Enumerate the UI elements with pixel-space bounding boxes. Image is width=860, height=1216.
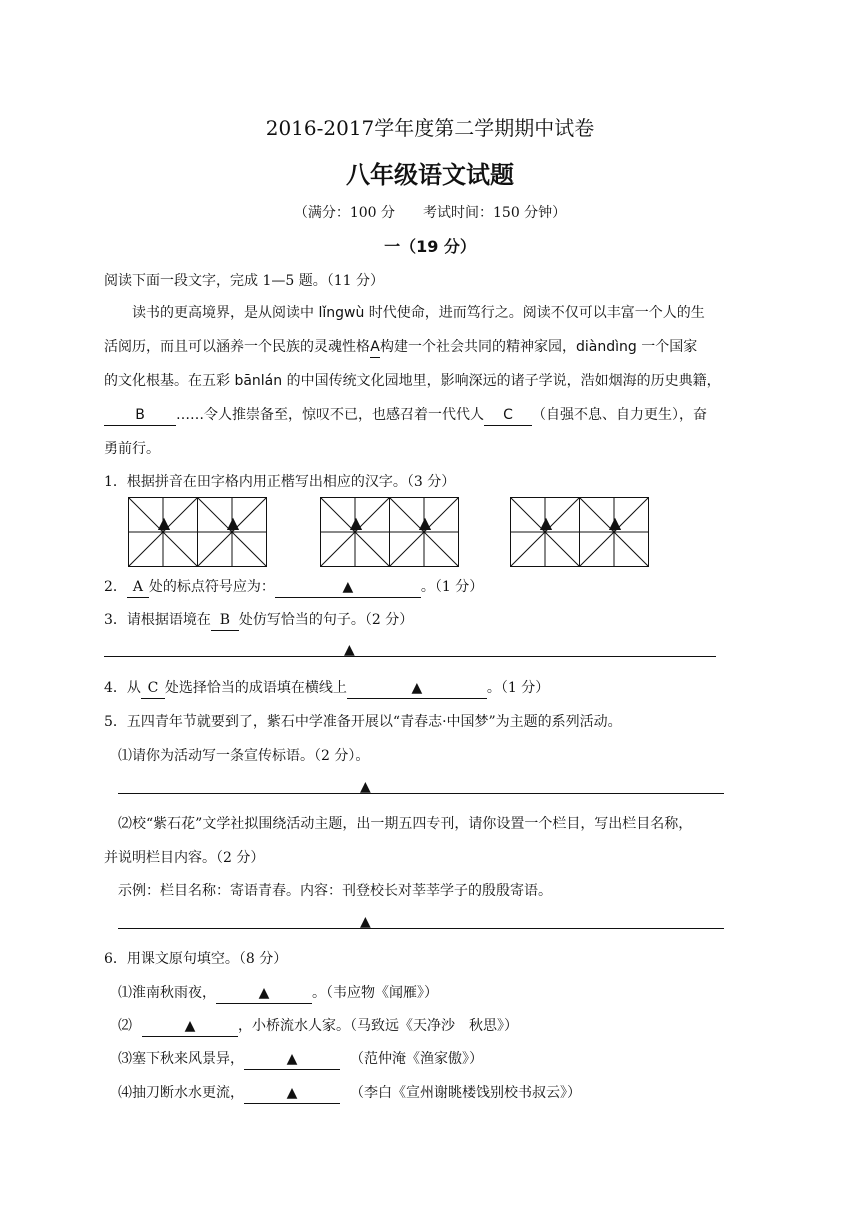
question-4-text-start: 4．从 bbox=[104, 680, 141, 696]
passage-line-4 bbox=[104, 404, 707, 426]
question-3-text-start: 3．请根据语境在 bbox=[104, 612, 211, 628]
tianzige-cell[interactable] bbox=[579, 497, 649, 567]
answer-blank-6-1[interactable]: ▲ bbox=[216, 985, 312, 1004]
question-5: 5．五四青年节就要到了，紫石中学准备开展以“青春志·中国梦”为主题的系列活动。 bbox=[104, 714, 622, 730]
answer-line-q5-2[interactable] bbox=[118, 928, 724, 929]
answer-triangle: ▲ bbox=[226, 513, 240, 532]
question-5-sub-2-line-2: 并说明栏目内容。（2 分） bbox=[104, 850, 265, 866]
tianzige-cell[interactable] bbox=[510, 497, 580, 567]
answer-blank-q4[interactable]: ▲ bbox=[347, 680, 487, 699]
tianzige-cell[interactable] bbox=[389, 497, 459, 567]
question-5-example: 示例：栏目名称：寄语青春。内容：刊登校长对莘莘学子的殷殷寄语。 bbox=[118, 883, 552, 899]
passage-line-2-start: 活阅历，而且可以涵养一个民族的灵魂性格 bbox=[104, 339, 370, 355]
fill-item-1-suffix: 。（韦应物《闻雁》） bbox=[312, 985, 438, 1001]
answer-line-q5-1[interactable] bbox=[118, 793, 724, 794]
answer-triangle: ▲ bbox=[418, 513, 432, 532]
fill-item-4-prefix: ⑷抽刀断水水更流， bbox=[118, 1085, 244, 1101]
fill-item-4 bbox=[118, 1082, 581, 1104]
blank-a: A bbox=[370, 339, 380, 358]
question-2-suffix: 。（1 分） bbox=[420, 579, 484, 595]
tianzige-cell[interactable] bbox=[197, 497, 267, 567]
answer-triangle: ▲ bbox=[608, 513, 622, 532]
tianzige-cell[interactable] bbox=[128, 497, 198, 567]
fill-item-4-suffix: （李白《宣州谢眺楼饯别校书叔云》） bbox=[350, 1085, 581, 1101]
passage-line-5: 勇前行。 bbox=[104, 441, 160, 457]
blank-c: C bbox=[484, 407, 532, 426]
fill-item-1 bbox=[118, 982, 438, 1004]
answer-triangle: ▲ bbox=[157, 513, 171, 532]
exam-meta: （满分：100 分 考试时间：150 分钟） bbox=[293, 205, 567, 221]
answer-line-q3[interactable] bbox=[104, 656, 716, 657]
fill-item-2 bbox=[118, 1015, 518, 1037]
reading-intro: 阅读下面一段文字，完成 1—5 题。（11 分） bbox=[104, 273, 384, 289]
tianzige-group-1 bbox=[128, 497, 266, 567]
passage-line-2-end: 构建一个社会共同的精神家园，diàndìng 一个国家 bbox=[380, 339, 698, 355]
fill-item-3-suffix: （范仲淹《渔家傲》） bbox=[350, 1051, 483, 1067]
question-2-mark: A bbox=[127, 579, 149, 598]
question-3-text-end: 处仿写恰当的句子。（2 分） bbox=[238, 612, 414, 628]
answer-blank-q2[interactable]: ▲ bbox=[275, 579, 421, 598]
passage-line-2 bbox=[104, 336, 697, 358]
section-heading: 一（19 分） bbox=[384, 237, 476, 256]
question-6: 6．用课文原句填空。（8 分） bbox=[104, 951, 288, 967]
answer-triangle-q5-1: ▲ bbox=[360, 779, 371, 795]
passage-line-1: 读书的更高境界，是从阅读中 lǐngwù 时代使命，进而笃行之。阅读不仅可以丰富一个人的生 bbox=[132, 305, 705, 321]
blank-b: B bbox=[104, 407, 176, 426]
answer-blank-6-4[interactable]: ▲ bbox=[244, 1085, 340, 1104]
fill-item-2-suffix: ，小桥流水人家。（马致远《天净沙 秋思》） bbox=[238, 1018, 518, 1034]
question-4 bbox=[104, 677, 549, 699]
question-4-mark: C bbox=[141, 680, 165, 699]
passage-line-3: 的文化根基。在五彩 bānlán 的中国传统文化园地里，影响深远的诸子学说，浩如烟海的历史典籍， bbox=[104, 373, 721, 389]
fill-item-3-prefix: ⑶塞下秋来风景异， bbox=[118, 1051, 244, 1067]
fill-item-3 bbox=[118, 1048, 483, 1070]
question-3-mark: B bbox=[211, 612, 239, 631]
question-2 bbox=[104, 576, 483, 598]
question-2-text: 处的标点符号应为： bbox=[148, 579, 275, 595]
fill-item-1-prefix: ⑴淮南秋雨夜， bbox=[118, 985, 216, 1001]
exam-title: 2016-2017学年度第二学期期中试卷 bbox=[265, 116, 595, 140]
answer-blank-6-3[interactable]: ▲ bbox=[244, 1051, 340, 1070]
answer-triangle-q3: ▲ bbox=[344, 642, 355, 658]
answer-triangle-q5-2: ▲ bbox=[360, 914, 371, 930]
passage-line-4-end: （自强不息、自力更生），奋 bbox=[532, 407, 707, 423]
question-5-sub-1: ⑴请你为活动写一条宣传标语。（2 分）。 bbox=[118, 748, 370, 764]
tianzige-group-2 bbox=[320, 497, 458, 567]
fill-item-2-prefix: ⑵ bbox=[118, 1018, 132, 1034]
question-4-suffix: 。（1 分） bbox=[486, 680, 550, 696]
exam-subtitle: 八年级语文试题 bbox=[346, 161, 514, 189]
question-4-text: 处选择恰当的成语填在横线上 bbox=[164, 680, 347, 696]
question-5-sub-2-line-1: ⑵校“紫石花”文学社拟围绕活动主题，出一期五四专刊，请你设置一个栏目，写出栏目名称， bbox=[118, 816, 693, 832]
question-2-number: 2． bbox=[104, 579, 127, 595]
answer-blank-6-2[interactable]: ▲ bbox=[142, 1018, 238, 1037]
question-1: 1．根据拼音在田字格内用正楷写出相应的汉字。（3 分） bbox=[104, 474, 456, 490]
tianzige-group-3 bbox=[510, 497, 648, 567]
passage-line-4-mid: ……令人推崇备至，惊叹不已，也感召着一代代人 bbox=[176, 407, 484, 423]
question-3 bbox=[104, 609, 413, 631]
tianzige-cell[interactable] bbox=[320, 497, 390, 567]
answer-triangle: ▲ bbox=[539, 513, 553, 532]
answer-triangle: ▲ bbox=[349, 513, 363, 532]
